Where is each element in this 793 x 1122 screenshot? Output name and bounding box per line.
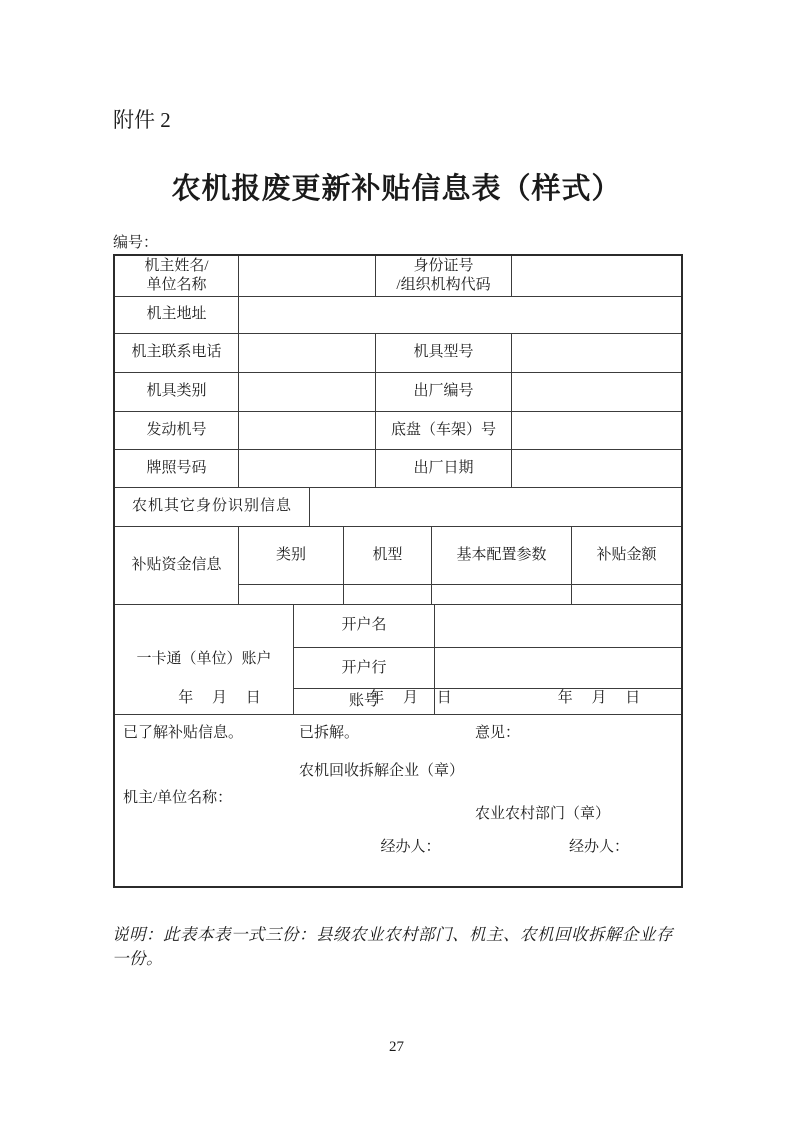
subsidy-category-value [239,585,344,605]
dismantler-seal-label: 农机回收拆解企业（章） [299,763,465,779]
id-number-label [376,256,512,296]
subsidy-info-table [113,254,683,888]
other-id-info-value [310,488,681,526]
table-row [115,488,681,527]
subsidy-model-header: 机型 [344,527,432,584]
subsidy-amount-value [572,585,681,605]
subsidy-config-header: 基本配置参数 [432,527,572,584]
dismantler-agent-label: 经办人： [380,839,441,855]
serial-number-label: 编号： [113,235,159,251]
account-name-row [294,605,681,648]
plate-number-value [239,450,376,487]
subsidy-value-row [239,585,681,605]
engine-number-label: 发动机号 [115,412,239,449]
subsidy-funds-grid [239,527,681,604]
factory-number-label: 出厂编号 [376,373,512,411]
id-number-label-line1: 身份证号 [413,257,474,274]
id-number-label-line2: /组织机构代码 [396,277,491,293]
owner-name-label-line1: 机主姓名/ [144,257,209,274]
owner-ack-text: 已了解补贴信息。 [123,725,244,741]
document-title: 农机报废更新补贴信息表（样式） [171,173,622,205]
owner-address-label: 机主地址 [115,297,239,333]
plate-number-label: 牌照号码 [115,450,239,487]
owner-address-value [239,297,681,333]
subsidy-funds-section [115,527,681,605]
authority-agent-label: 经办人： [568,839,629,855]
table-row [115,412,681,450]
attachment-label: 附件 2 [113,108,171,132]
subsidy-config-value [432,585,572,605]
account-number-label: 账号 [294,689,435,714]
table-row [115,256,681,297]
other-id-info-label: 农机其它身份识别信息 [115,488,310,526]
machine-model-label: 机具型号 [376,334,512,372]
owner-name-value [239,256,376,296]
factory-number-value [512,373,681,411]
authority-date-line: 年 月 日 [557,689,641,706]
subsidy-funds-label: 补贴资金信息 [115,527,239,604]
owner-phone-label: 机主联系电话 [115,334,239,372]
chassis-number-label: 底盘（车架）号 [376,412,512,449]
owner-phone-value [239,334,376,372]
machine-category-label: 机具类别 [115,373,239,411]
chassis-number-value [512,412,681,449]
account-bank-row [294,648,681,689]
authority-seal-label: 农业农村部门（章） [475,806,611,822]
table-row [115,373,681,412]
subsidy-amount-header: 补贴金额 [596,546,657,563]
owner-date-line: 年 月 日 [178,689,261,706]
page-number: 27 [389,1039,404,1055]
subsidy-model-value [344,585,432,605]
owner-name-sign-label: 机主/单位名称： [123,790,233,806]
account-bank-label: 开户行 [294,648,435,688]
account-name-value [435,605,681,647]
form-note: 说明：此表本表一式三份：县级农业农村部门、机主、农机回收拆解企业存一份。 [112,925,673,968]
dismantled-text: 已拆解。 [299,725,360,741]
account-name-label: 开户名 [294,605,435,647]
table-row [115,334,681,373]
table-row [115,450,681,488]
machine-model-value [512,334,681,372]
subsidy-category-header: 类别 [239,527,344,584]
machine-category-value [239,373,376,411]
table-row [115,297,681,334]
engine-number-value [239,412,376,449]
factory-date-value [512,450,681,487]
authority-opinion-label: 意见： [475,725,521,741]
id-number-value [512,256,681,296]
subsidy-header-row [239,527,681,585]
owner-name-label [115,256,239,296]
owner-name-label-line2: 单位名称 [146,277,207,293]
account-bank-value [435,648,681,688]
bank-account-label: 一卡通（单位）账户 [115,605,294,714]
factory-date-label: 出厂日期 [376,450,512,487]
dismantler-date-line: 年 月 日 [369,689,452,706]
